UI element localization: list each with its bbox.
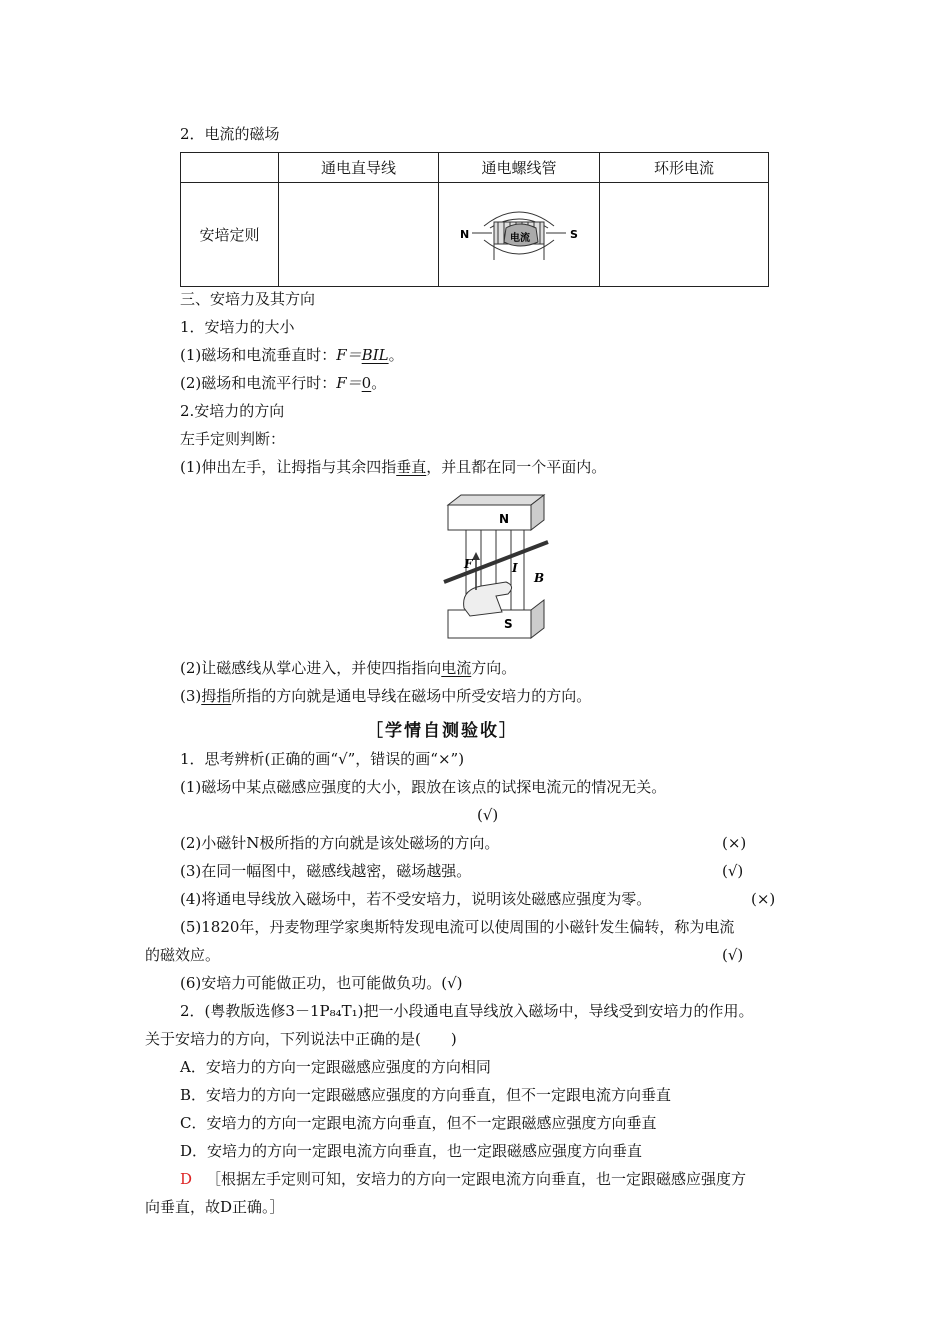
left-hand-rule-figure — [436, 490, 556, 650]
q2-line-1: 2．(粤教版选修3－1P₈₄T₁)把一小段通电直导线放入磁场中，导线受到安培力的作用。 — [180, 1002, 754, 1020]
table-cell-loop-current — [600, 183, 769, 287]
figure-i-label: I — [512, 561, 518, 575]
q2-answer: D — [180, 1170, 193, 1188]
solenoid-s-label: S — [570, 227, 578, 241]
solenoid-current-label: 电流 — [510, 232, 530, 244]
q2-option-a: A．安培力的方向一定跟磁感应强度的方向相同 — [180, 1058, 491, 1076]
q1-item-5: (5)1820年，丹麦物理学家奥斯特发现电流可以使周围的小磁针发生偏转，称为电流 — [180, 918, 735, 936]
q1-title: 1．思考辨析(正确的画“√”，错误的画“×”) — [180, 750, 465, 768]
q1-item-3-mark: (√) — [722, 862, 744, 880]
step-1: (1)伸出左手，让拇指与其余四指垂直，并且都在同一个平面内。 — [180, 458, 607, 476]
perpendicular-answer: BIL — [361, 346, 389, 364]
q1-item-1: (1)磁场中某点磁感应强度的大小，跟放在该点的试探电流元的情况无关。 — [180, 778, 667, 796]
force-size-title: 1．安培力的大小 — [180, 318, 295, 336]
q1-item-4: (4)将通电导线放入磁场中，若不受安培力，说明该处磁感应强度为零。 — [180, 890, 652, 908]
perpendicular-case: (1)磁场和电流垂直时：F＝BIL。 — [180, 346, 404, 364]
table-cell-straight-wire — [279, 183, 439, 287]
q1-item-2: (2)小磁针N极所指的方向就是该处磁场的方向。 — [180, 834, 500, 852]
table-cell-solenoid — [439, 183, 600, 287]
q1-item-5-mark: (√) — [722, 946, 744, 964]
q1-item-5-cont: 的磁效应。 — [145, 946, 221, 964]
q2-explain-cont: 向垂直，故D正确。］ — [145, 1198, 285, 1216]
q2-line-2: 关于安培力的方向，下列说法中正确的是( ) — [145, 1030, 457, 1048]
figure-f-label: F — [464, 557, 473, 571]
q1-item-2-mark: (×) — [722, 834, 747, 852]
q1-item-6: (6)安培力可能做正功，也可能做负功。(√) — [180, 974, 463, 992]
q2-option-d: D．安培力的方向一定跟电流方向垂直，也一定跟磁感应强度方向垂直 — [180, 1142, 643, 1160]
section-3-title: 三、安培力及其方向 — [180, 290, 316, 308]
section-banner: ［学情自测验收］ — [366, 721, 518, 741]
table-row-label: 安培定则 — [181, 183, 279, 287]
parallel-case: (2)磁场和电流平行时：F＝0。 — [180, 374, 387, 392]
q2-answer-line: D ［根据左手定则可知，安培力的方向一定跟电流方向垂直，也一定跟磁感应强度方 — [180, 1170, 747, 1188]
figure-n-label: N — [499, 512, 510, 526]
figure-b-label: B — [534, 571, 545, 585]
force-direction-title: 2.安培力的方向 — [180, 402, 285, 420]
q1-item-1-mark: (√) — [477, 806, 499, 824]
parallel-answer: 0 — [361, 374, 372, 392]
step-2: (2)让磁感线从掌心进入，并使四指指向电流方向。 — [180, 659, 517, 677]
q1-item-3: (3)在同一幅图中，磁感线越密，磁场越强。 — [180, 862, 472, 880]
q2-option-b: B．安培力的方向一定跟磁感应强度的方向垂直，但不一定跟电流方向垂直 — [180, 1086, 672, 1104]
q1-item-4-mark: (×) — [751, 890, 776, 908]
magnetic-field-table — [180, 152, 769, 287]
figure-s-label: S — [504, 617, 513, 631]
table-header-solenoid: 通电螺线管 — [439, 153, 600, 183]
q2-option-c: C．安培力的方向一定跟电流方向垂直，但不一定跟磁感应强度方向垂直 — [180, 1114, 657, 1132]
step-3: (3)拇指所指的方向就是通电导线在磁场中所受安培力的方向。 — [180, 687, 592, 705]
section-2-title: 2．电流的磁场 — [180, 125, 280, 143]
table-header-loop-current: 环形电流 — [600, 153, 769, 183]
left-hand-rule: 左手定则判断： — [180, 430, 286, 448]
table-header-straight-wire: 通电直导线 — [279, 153, 439, 183]
solenoid-n-label: N — [460, 227, 470, 241]
solenoid-hand-figure — [454, 198, 584, 268]
table-header-empty — [181, 153, 279, 183]
